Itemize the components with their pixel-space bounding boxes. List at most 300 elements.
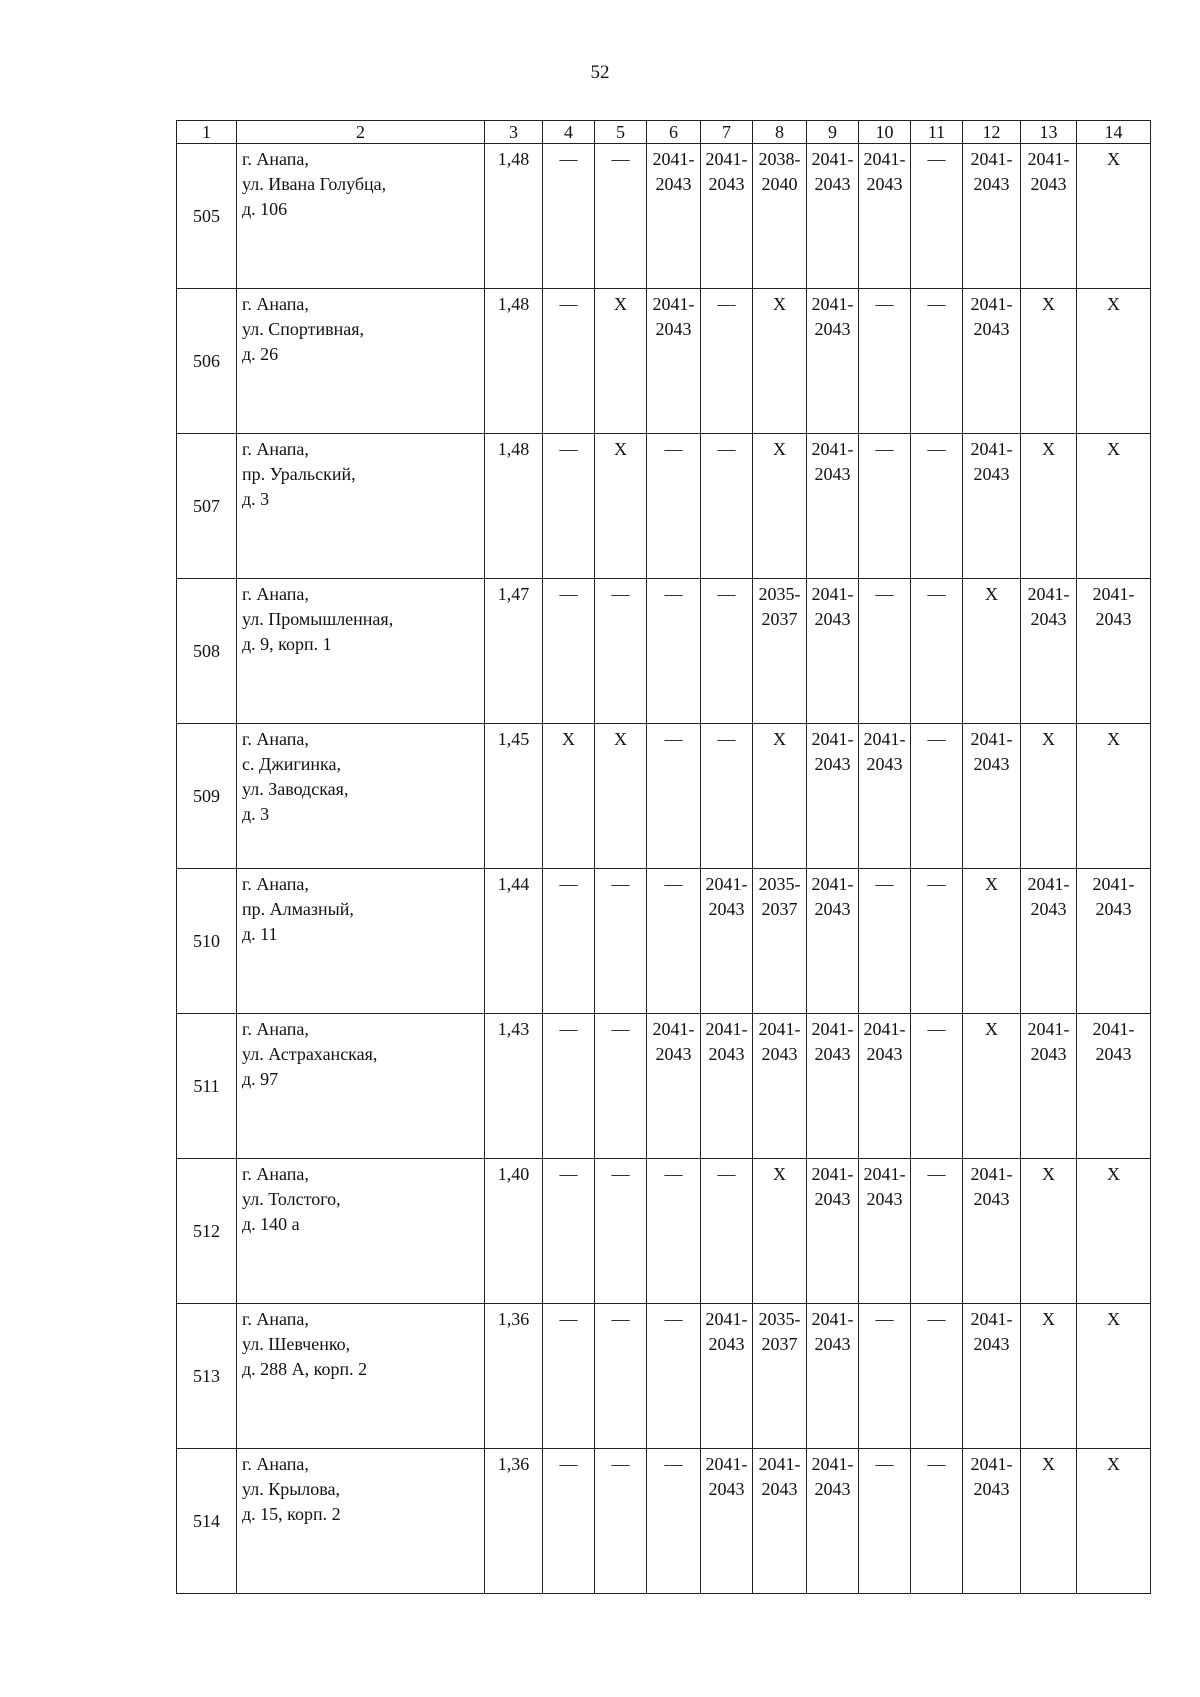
address-line: д. 288 А, корп. 2 (242, 1359, 368, 1379)
cell-text: Х (1042, 1454, 1055, 1474)
column-10-cell (859, 1449, 911, 1594)
table-row (177, 434, 1151, 579)
address-cell (237, 144, 485, 289)
row-number: 505 (177, 144, 237, 289)
address-line: г. Анапа, (242, 1164, 309, 1184)
cell-text: 2038- (758, 149, 801, 169)
column-6-cell (647, 289, 701, 434)
value-cell: 1,45 (485, 724, 543, 869)
cell-text: 2043 (708, 1334, 745, 1354)
cell-text: — (559, 1019, 578, 1039)
cell-text: 2041- (758, 1019, 801, 1039)
address-cell (237, 869, 485, 1014)
column-4-cell (543, 1304, 595, 1449)
row-number: 507 (177, 434, 237, 579)
cell-text: 2043 (973, 1334, 1010, 1354)
cell-text: 2041- (970, 439, 1013, 459)
column-6-cell (647, 1449, 701, 1594)
column-11-cell (911, 1449, 963, 1594)
cell-text: — (559, 584, 578, 604)
address-line: д. 3 (242, 804, 270, 824)
column-7-cell (701, 1014, 753, 1159)
column-4-cell (543, 1014, 595, 1159)
cell-text: 2043 (1095, 1044, 1132, 1064)
row-number: 509 (177, 724, 237, 869)
cell-text: 2043 (866, 174, 903, 194)
cell-text: Х (1107, 1164, 1120, 1184)
table-row (177, 579, 1151, 724)
column-14-cell (1077, 1159, 1151, 1304)
address-line: д. 11 (242, 924, 278, 944)
cell-text: 2041- (811, 584, 854, 604)
cell-text: Х (1042, 1164, 1055, 1184)
cell-text: 2043 (973, 754, 1010, 774)
cell-text: Х (985, 1019, 998, 1039)
column-6-cell (647, 1159, 701, 1304)
cell-text: 2040 (761, 174, 798, 194)
cell-text: 2041- (705, 874, 748, 894)
column-7-cell (701, 869, 753, 1014)
column-7-cell (701, 724, 753, 869)
column-5-cell (595, 434, 647, 579)
page-number: 52 (590, 62, 610, 83)
cell-text: Х (985, 584, 998, 604)
cell-text: 2043 (655, 1044, 692, 1064)
cell-text: — (717, 439, 736, 459)
cell-text: — (664, 584, 683, 604)
cell-text: — (717, 1164, 736, 1184)
value-cell: 1,48 (485, 434, 543, 579)
cell-text: 2043 (866, 1044, 903, 1064)
cell-text: 2043 (814, 1044, 851, 1064)
cell-text: 2041- (705, 1019, 748, 1039)
value-cell: 1,36 (485, 1449, 543, 1594)
column-13-cell (1021, 289, 1077, 434)
row-number: 506 (177, 289, 237, 434)
column-11-cell (911, 869, 963, 1014)
cell-text: 2035- (758, 874, 801, 894)
cell-text: 2041- (1092, 1019, 1135, 1039)
column-7-cell (701, 289, 753, 434)
cell-text: — (559, 874, 578, 894)
column-13-cell (1021, 724, 1077, 869)
cell-text: Х (773, 439, 786, 459)
address-cell (237, 1014, 485, 1159)
column-5-cell (595, 289, 647, 434)
cell-text: 2041- (652, 149, 695, 169)
table-row (177, 289, 1151, 434)
cell-text: — (611, 584, 630, 604)
column-13-cell (1021, 1304, 1077, 1449)
column-5-cell (595, 1014, 647, 1159)
column-14-cell (1077, 869, 1151, 1014)
column-11-cell (911, 289, 963, 434)
cell-text: 2041- (811, 1019, 854, 1039)
column-9-cell (807, 144, 859, 289)
address-line: г. Анапа, (242, 1309, 309, 1329)
column-13-cell (1021, 1014, 1077, 1159)
cell-text: 2043 (973, 1479, 1010, 1499)
value-cell: 1,43 (485, 1014, 543, 1159)
cell-text: 2041- (970, 1454, 1013, 1474)
table-row (177, 1449, 1151, 1594)
cell-text: 2043 (814, 899, 851, 919)
cell-text: — (927, 1309, 946, 1329)
cell-text: — (875, 439, 894, 459)
cell-text: 2041- (652, 1019, 695, 1039)
cell-text: 2043 (1030, 899, 1067, 919)
column-11-cell (911, 434, 963, 579)
column-6-cell (647, 869, 701, 1014)
cell-text: 2043 (814, 1334, 851, 1354)
cell-text: 2041- (1027, 1019, 1070, 1039)
cell-text: 2037 (761, 899, 798, 919)
column-8-cell (753, 579, 807, 724)
column-12-cell (963, 724, 1021, 869)
cell-text: — (611, 1019, 630, 1039)
column-10-cell (859, 579, 911, 724)
column-9-cell (807, 1014, 859, 1159)
address-line: д. 26 (242, 344, 279, 364)
column-9-cell (807, 724, 859, 869)
cell-text: — (664, 1454, 683, 1474)
address-line: ул. Астраханская, (242, 1044, 378, 1064)
address-line: ул. Спортивная, (242, 319, 364, 339)
address-line: ул. Шевченко, (242, 1334, 351, 1354)
cell-text: 2043 (973, 1189, 1010, 1209)
cell-text: — (664, 874, 683, 894)
cell-text: — (927, 584, 946, 604)
cell-text: 2041- (811, 1309, 854, 1329)
address-cell (237, 579, 485, 724)
address-line: д. 9, корп. 1 (242, 634, 332, 654)
column-8-cell (753, 1304, 807, 1449)
cell-text: — (927, 874, 946, 894)
cell-text: 2043 (655, 174, 692, 194)
column-number-13: 13 (1021, 121, 1077, 144)
cell-text: 2035- (758, 1309, 801, 1329)
column-4-cell (543, 1449, 595, 1594)
cell-text: 2043 (973, 319, 1010, 339)
cell-text: — (559, 1164, 578, 1184)
cell-text: 2041- (970, 149, 1013, 169)
column-11-cell (911, 1304, 963, 1449)
column-9-cell (807, 1304, 859, 1449)
row-number: 514 (177, 1449, 237, 1594)
column-4-cell (543, 144, 595, 289)
address-line: ул. Ивана Голубца, (242, 174, 387, 194)
cell-text: 2041- (970, 1164, 1013, 1184)
cell-text: 2043 (708, 899, 745, 919)
address-line: д. 140 а (242, 1214, 300, 1234)
cell-text: 2043 (866, 1189, 903, 1209)
cell-text: — (717, 729, 736, 749)
cell-text: — (559, 1309, 578, 1329)
cell-text: 2043 (814, 174, 851, 194)
address-line: пр. Алмазный, (242, 899, 354, 919)
cell-text: Х (1107, 1309, 1120, 1329)
cell-text: 2043 (1030, 1044, 1067, 1064)
row-number: 508 (177, 579, 237, 724)
row-number: 510 (177, 869, 237, 1014)
cell-text: Х (773, 1164, 786, 1184)
column-9-cell (807, 869, 859, 1014)
cell-text: 2041- (811, 149, 854, 169)
cell-text: 2041- (1092, 584, 1135, 604)
column-4-cell (543, 579, 595, 724)
column-number-10: 10 (859, 121, 911, 144)
column-5-cell (595, 579, 647, 724)
address-line: г. Анапа, (242, 584, 309, 604)
cell-text: — (611, 149, 630, 169)
column-8-cell (753, 1159, 807, 1304)
cell-text: 2041- (705, 149, 748, 169)
address-line: д. 15, корп. 2 (242, 1504, 341, 1524)
cell-text: 2041- (863, 1164, 906, 1184)
address-line: ул. Толстого, (242, 1189, 341, 1209)
cell-text: 2043 (973, 464, 1010, 484)
cell-text: 2035- (758, 584, 801, 604)
cell-text: Х (614, 439, 627, 459)
cell-text: Х (614, 294, 627, 314)
address-cell (237, 434, 485, 579)
cell-text: 2041- (863, 729, 906, 749)
cell-text: 2043 (814, 319, 851, 339)
column-13-cell (1021, 434, 1077, 579)
table-row (177, 724, 1151, 869)
cell-text: Х (1107, 1454, 1120, 1474)
column-10-cell (859, 724, 911, 869)
column-8-cell (753, 1449, 807, 1594)
column-number-1: 1 (177, 121, 237, 144)
column-13-cell (1021, 1449, 1077, 1594)
cell-text: — (927, 294, 946, 314)
address-line: г. Анапа, (242, 149, 309, 169)
address-cell (237, 1304, 485, 1449)
column-number-12: 12 (963, 121, 1021, 144)
column-14-cell (1077, 579, 1151, 724)
column-12-cell (963, 1304, 1021, 1449)
column-14-cell (1077, 434, 1151, 579)
cell-text: — (611, 1309, 630, 1329)
cell-text: 2041- (970, 729, 1013, 749)
address-line: с. Джигинка, (242, 754, 341, 774)
column-number-2: 2 (237, 121, 485, 144)
address-line: г. Анапа, (242, 439, 309, 459)
cell-text: Х (562, 729, 575, 749)
table-row (177, 1304, 1151, 1449)
column-5-cell (595, 1304, 647, 1449)
column-10-cell (859, 289, 911, 434)
cell-text: 2043 (814, 609, 851, 629)
cell-text: 2041- (863, 149, 906, 169)
column-9-cell (807, 1449, 859, 1594)
cell-text: — (875, 874, 894, 894)
column-8-cell (753, 434, 807, 579)
cell-text: — (875, 1309, 894, 1329)
column-12-cell (963, 144, 1021, 289)
cell-text: — (927, 1454, 946, 1474)
column-8-cell (753, 869, 807, 1014)
cell-text: — (717, 584, 736, 604)
column-4-cell (543, 724, 595, 869)
value-cell: 1,40 (485, 1159, 543, 1304)
column-13-cell (1021, 144, 1077, 289)
column-7-cell (701, 1159, 753, 1304)
cell-text: 2041- (1027, 149, 1070, 169)
cell-text: — (611, 1164, 630, 1184)
address-cell (237, 1159, 485, 1304)
column-6-cell (647, 1304, 701, 1449)
cell-text: 2041- (811, 729, 854, 749)
cell-text: — (927, 1019, 946, 1039)
cell-text: — (664, 439, 683, 459)
column-12-cell (963, 434, 1021, 579)
cell-text: 2041- (758, 1454, 801, 1474)
address-line: ул. Промышленная, (242, 609, 394, 629)
column-8-cell (753, 289, 807, 434)
address-line: ул. Крылова, (242, 1479, 341, 1499)
column-11-cell (911, 579, 963, 724)
table-row (177, 1014, 1151, 1159)
cell-text: — (664, 1309, 683, 1329)
cell-text: — (559, 294, 578, 314)
column-10-cell (859, 144, 911, 289)
column-11-cell (911, 1014, 963, 1159)
column-number-7: 7 (701, 121, 753, 144)
cell-text: Х (1107, 294, 1120, 314)
column-12-cell (963, 1449, 1021, 1594)
column-number-3: 3 (485, 121, 543, 144)
column-4-cell (543, 434, 595, 579)
column-6-cell (647, 144, 701, 289)
cell-text: 2041- (1027, 584, 1070, 604)
cell-text: 2043 (814, 1479, 851, 1499)
cell-text: — (927, 149, 946, 169)
cell-text: 2043 (814, 1189, 851, 1209)
column-11-cell (911, 724, 963, 869)
address-line: ул. Заводская, (242, 779, 349, 799)
cell-text: — (611, 1454, 630, 1474)
column-6-cell (647, 434, 701, 579)
column-9-cell (807, 1159, 859, 1304)
cell-text: 2043 (761, 1479, 798, 1499)
column-13-cell (1021, 579, 1077, 724)
column-number-9: 9 (807, 121, 859, 144)
column-9-cell (807, 434, 859, 579)
cell-text: — (875, 1454, 894, 1474)
column-14-cell (1077, 144, 1151, 289)
address-cell (237, 724, 485, 869)
column-7-cell (701, 1304, 753, 1449)
column-5-cell (595, 1449, 647, 1594)
column-number-6: 6 (647, 121, 701, 144)
cell-text: — (927, 439, 946, 459)
cell-text: 2037 (761, 609, 798, 629)
address-line: д. 106 (242, 199, 288, 219)
cell-text: Х (985, 874, 998, 894)
column-7-cell (701, 144, 753, 289)
cell-text: 2041- (863, 1019, 906, 1039)
cell-text: — (875, 294, 894, 314)
column-8-cell (753, 144, 807, 289)
column-12-cell (963, 1014, 1021, 1159)
address-line: г. Анапа, (242, 1454, 309, 1474)
cell-text: 2043 (1095, 609, 1132, 629)
cell-text: Х (773, 294, 786, 314)
cell-text: — (875, 584, 894, 604)
column-5-cell (595, 144, 647, 289)
table-row (177, 869, 1151, 1014)
cell-text: 2043 (708, 174, 745, 194)
cell-text: Х (1042, 1309, 1055, 1329)
column-14-cell (1077, 724, 1151, 869)
cell-text: Х (1107, 729, 1120, 749)
cell-text: Х (1107, 149, 1120, 169)
column-6-cell (647, 1014, 701, 1159)
cell-text: 2043 (708, 1479, 745, 1499)
column-14-cell (1077, 1304, 1151, 1449)
row-number: 511 (177, 1014, 237, 1159)
cell-text: 2041- (970, 294, 1013, 314)
column-10-cell (859, 1304, 911, 1449)
cell-text: 2041- (705, 1454, 748, 1474)
value-cell: 1,44 (485, 869, 543, 1014)
row-number: 512 (177, 1159, 237, 1304)
cell-text: 2041- (811, 439, 854, 459)
column-number-4: 4 (543, 121, 595, 144)
column-9-cell (807, 289, 859, 434)
column-4-cell (543, 869, 595, 1014)
column-4-cell (543, 289, 595, 434)
cell-text: Х (1042, 729, 1055, 749)
column-number-5: 5 (595, 121, 647, 144)
column-8-cell (753, 724, 807, 869)
column-14-cell (1077, 289, 1151, 434)
column-12-cell (963, 289, 1021, 434)
cell-text: — (559, 1454, 578, 1474)
cell-text: 2043 (1030, 174, 1067, 194)
value-cell: 1,48 (485, 289, 543, 434)
register-table (176, 120, 1151, 1594)
column-11-cell (911, 1159, 963, 1304)
column-14-cell (1077, 1014, 1151, 1159)
address-line: г. Анапа, (242, 874, 309, 894)
column-10-cell (859, 869, 911, 1014)
column-13-cell (1021, 1159, 1077, 1304)
column-9-cell (807, 579, 859, 724)
cell-text: — (927, 1164, 946, 1184)
cell-text: 2043 (1030, 609, 1067, 629)
row-number: 513 (177, 1304, 237, 1449)
column-6-cell (647, 724, 701, 869)
column-8-cell (753, 1014, 807, 1159)
cell-text: 2041- (811, 294, 854, 314)
cell-text: — (611, 874, 630, 894)
cell-text: Х (1042, 294, 1055, 314)
cell-text: — (664, 729, 683, 749)
cell-text: 2041- (705, 1309, 748, 1329)
column-number-14: 14 (1077, 121, 1151, 144)
column-12-cell (963, 869, 1021, 1014)
address-line: г. Анапа, (242, 729, 309, 749)
cell-text: 2043 (866, 754, 903, 774)
column-7-cell (701, 1449, 753, 1594)
cell-text: Х (773, 729, 786, 749)
cell-text: Х (1107, 439, 1120, 459)
table-row (177, 144, 1151, 289)
column-14-cell (1077, 1449, 1151, 1594)
